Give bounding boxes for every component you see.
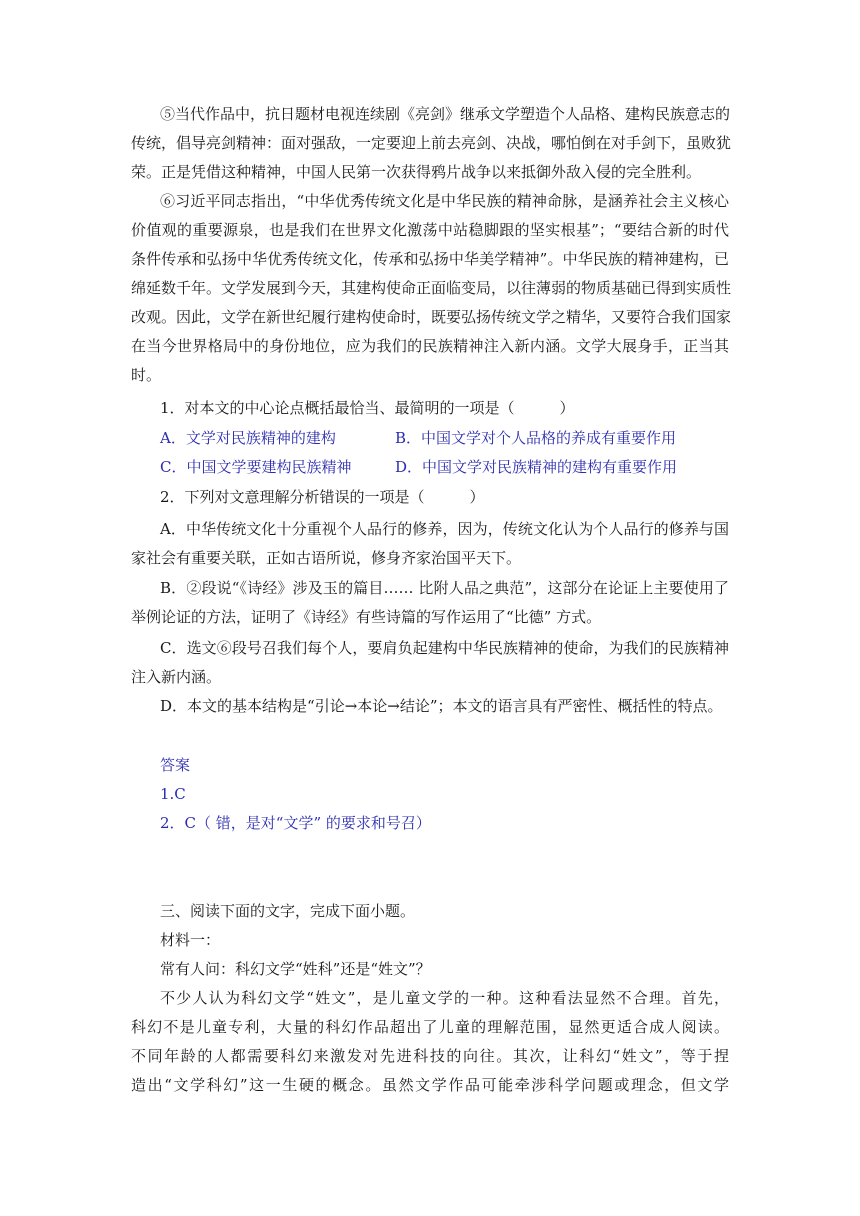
passage-line: 时。	[131, 366, 162, 384]
q2-option-d-line: D．本文的基本结构是“引论→本论→结论”；本文的语言具有严密性、概括性的特点。	[160, 697, 723, 715]
question-2-stem: 2．下列对文意理解分析错误的一项是（ ）	[160, 488, 485, 506]
section-3-line: 不少人认为科幻文学“姓文”，是儿童文学的一种。这种看法显然不合理。首先，	[160, 989, 729, 1007]
section-3-line: 科幻不是儿童专利，大量的科幻作品超出了儿童的理解范围，显然更适合成人阅读。	[131, 1018, 729, 1036]
answer-line-1: 1.C	[160, 785, 186, 803]
answer-line-2: 2．C（ 错，是对“文学” 的要求和号召）	[160, 814, 431, 832]
q1-option-a[interactable]: A．文学对民族精神的建构	[160, 429, 336, 447]
passage-line: ⑥习近平同志指出，“中华优秀传统文化是中华民族的精神命脉，是涵养社会主义核心	[160, 192, 729, 210]
passage-line: 在当今世界格局中的身份地位，应为我们的民族精神注入新内涵。文学大展身手，正当其	[131, 337, 729, 355]
passage-line: 价值观的重要源泉，也是我们在世界文化激荡中站稳脚跟的坚实根基”；“要结合新的时代	[131, 221, 729, 239]
q1-option-c[interactable]: C．中国文学要建构民族精神	[160, 458, 352, 476]
q2-option-a-line: A．中华传统文化十分重视个人品行的修养，因为，传统文化认为个人品行的修养与国	[160, 520, 729, 538]
passage-line: ⑤当代作品中，抗日题材电视连续剧《亮剑》继承文学塑造个人品格、建构民族意志的	[160, 105, 731, 123]
passage-line: 绵延数千年。文学发展到今天，其建构使命正面临变局，以往薄弱的物质基础已得到实质性	[131, 279, 732, 297]
answer-heading: 答案	[160, 756, 191, 774]
q1-option-b[interactable]: B．中国文学对个人品格的养成有重要作用	[395, 429, 677, 447]
material-label: 材料一：	[160, 931, 221, 949]
section-3-line: 不同年龄的人都需要科幻来激发对先进科技的向往。其次，让科幻“姓文”，等于捏	[131, 1047, 729, 1065]
passage-line: 荣。正是凭借这种精神，中国人民第一次获得鸦片战争以来抵御外敌入侵的完全胜利。	[131, 163, 702, 181]
section-3-question: 常有人问：科幻文学“姓科”还是“姓文”？	[160, 960, 431, 978]
q1-option-d[interactable]: D．中国文学对民族精神的建构有重要作用	[395, 458, 678, 476]
q2-option-c-line: C．选文⑥段号召我们每个人，要肩负起建构中华民族精神的使命，为我们的民族精神	[160, 639, 729, 657]
question-1-stem: 1．对本文的中心论点概括最恰当、最简明的一项是（ ）	[160, 399, 575, 417]
section-3-heading: 三、阅读下面的文字，完成下面小题。	[160, 902, 416, 920]
passage-line: 传统，倡导亮剑精神：面对强敌，一定要迎上前去亮剑、决战，哪怕倒在对手剑下，虽败犹	[131, 134, 732, 152]
q2-option-c-line: 注入新内涵。	[131, 668, 222, 686]
q2-option-b-line: 举例论证的方法，证明了《诗经》有些诗篇的写作运用了“比德” 方式。	[131, 608, 602, 626]
q2-option-b-line: B．②段说“《诗经》涉及玉的篇目…… 比附人品之典范”，这部分在论证上主要使用了	[160, 579, 729, 597]
passage-line: 改观。因此，文学在新世纪履行建构使命时，既要弘扬传统文学之精华，又要符合我们国家	[131, 308, 732, 326]
section-3-line: 造出“文学科幻”这一生硬的概念。虽然文学作品可能牵涉科学问题或理念，但文学	[131, 1076, 729, 1094]
q2-option-a-line: 家社会有重要关联，正如古语所说，修身齐家治国平天下。	[131, 549, 522, 567]
passage-line: 条件传承和弘扬中华优秀传统文化，传承和弘扬中华美学精神”。中华民族的精神建构，已	[131, 250, 729, 268]
